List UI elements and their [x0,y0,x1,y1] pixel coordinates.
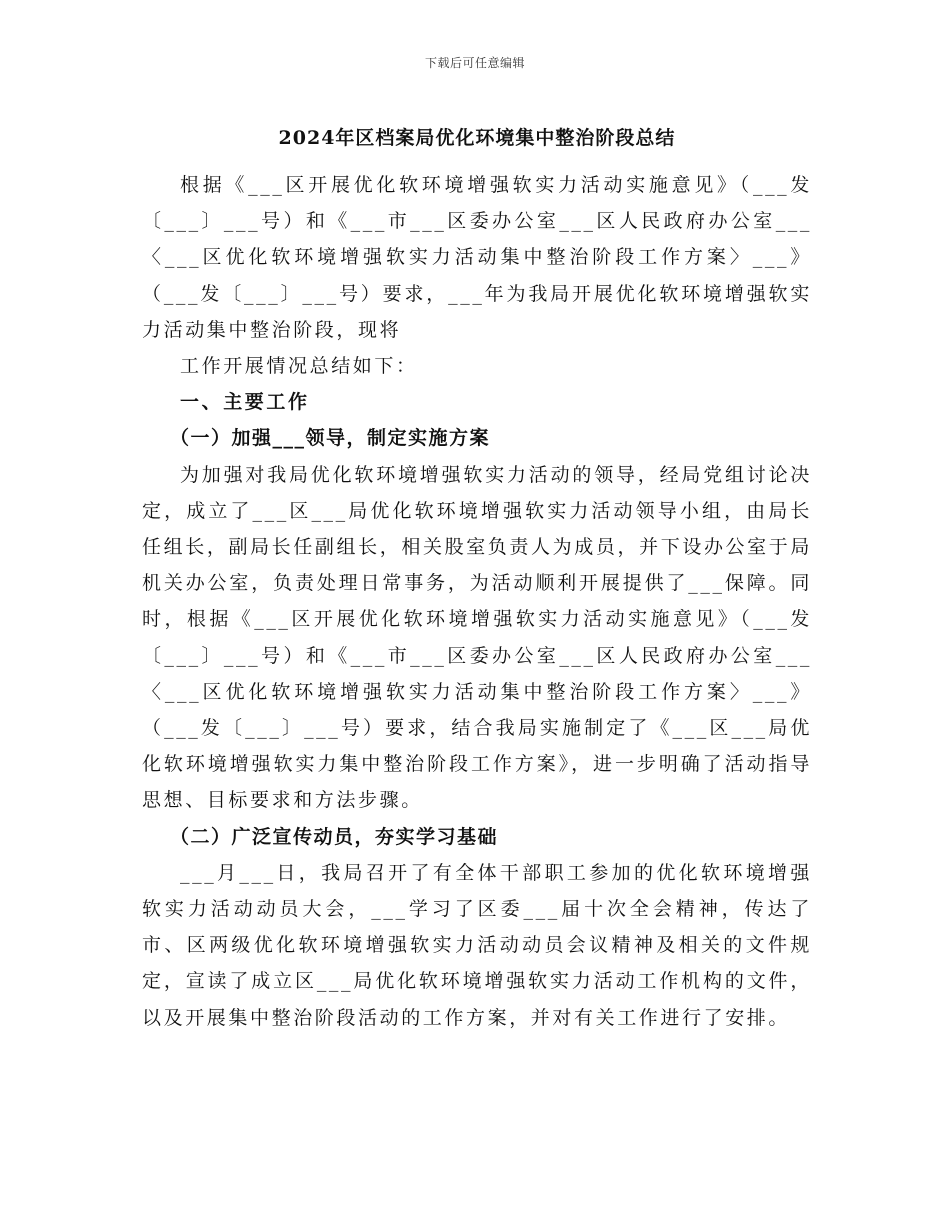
publicity-paragraph: ___月___日，我局召开了有全体干部职工参加的优化软环境增强软实力活动动员大会，___学习了区委___届十次全会精神，传达了市、区两级优化软环境增强软实力活动动员会议精神及相关的文件规定，宣读了成立区___局优化软环境增强软实力活动工作机构的文件，以及开展集中整治阶段活动的工作方案，并对有关工作进行了安排。 [142,861,812,1029]
intro-continuation: 工作开展情况总结如下： [180,355,418,378]
document-title: 2024年区档案局优化环境集中整治阶段总结 [278,127,676,149]
leadership-paragraph: 为加强对我局优化软环境增强软实力活动的领导，经局党组讨论决定，成立了___区___局优化软环境增强软实力活动领导小组，由局长任组长，副局长任副组长，相关股室负责人为成员，并下设办公室于局机关办公室，负责处理日常事务，为活动顺利开展提供了___保障。同时，根据《___区开展优化软环境增强软实力活动实施意见》（___发〔___〕___号）和《___市___区委办公室___区人民政府办公室___〈___区优化软环境增强软实力活动集中整治阶段工作方案〉___》（___发〔___〕___号）要求，结合我局实施制定了《___区___局优化软环境增强软实力集中整治阶段工作方案》，进一步明确了活动指导思想、目标要求和方法步骤。 [142,463,812,812]
intro-paragraph: 根据《___区开展优化软环境增强软实力活动实施意见》（___发〔___〕___号）和《___市___区委办公室___区人民政府办公室___〈___区优化软环境增强软实力活动集中整治阶段工作方案〉___》（___发〔___〕___号）要求，___年为我局开展优化软环境增强软实力活动集中整治阶段，现将 [142,174,812,341]
document-body [142,123,812,1036]
subsection-heading-leadership: （一）加强___领导，制定实施方案 [170,427,491,450]
subsection-heading-publicity: （二）广泛宣传动员，夯实学习基础 [170,825,499,848]
section-heading-main-work: 一、主要工作 [180,391,310,414]
page-header-note: 下载后可任意编辑 [424,56,525,70]
